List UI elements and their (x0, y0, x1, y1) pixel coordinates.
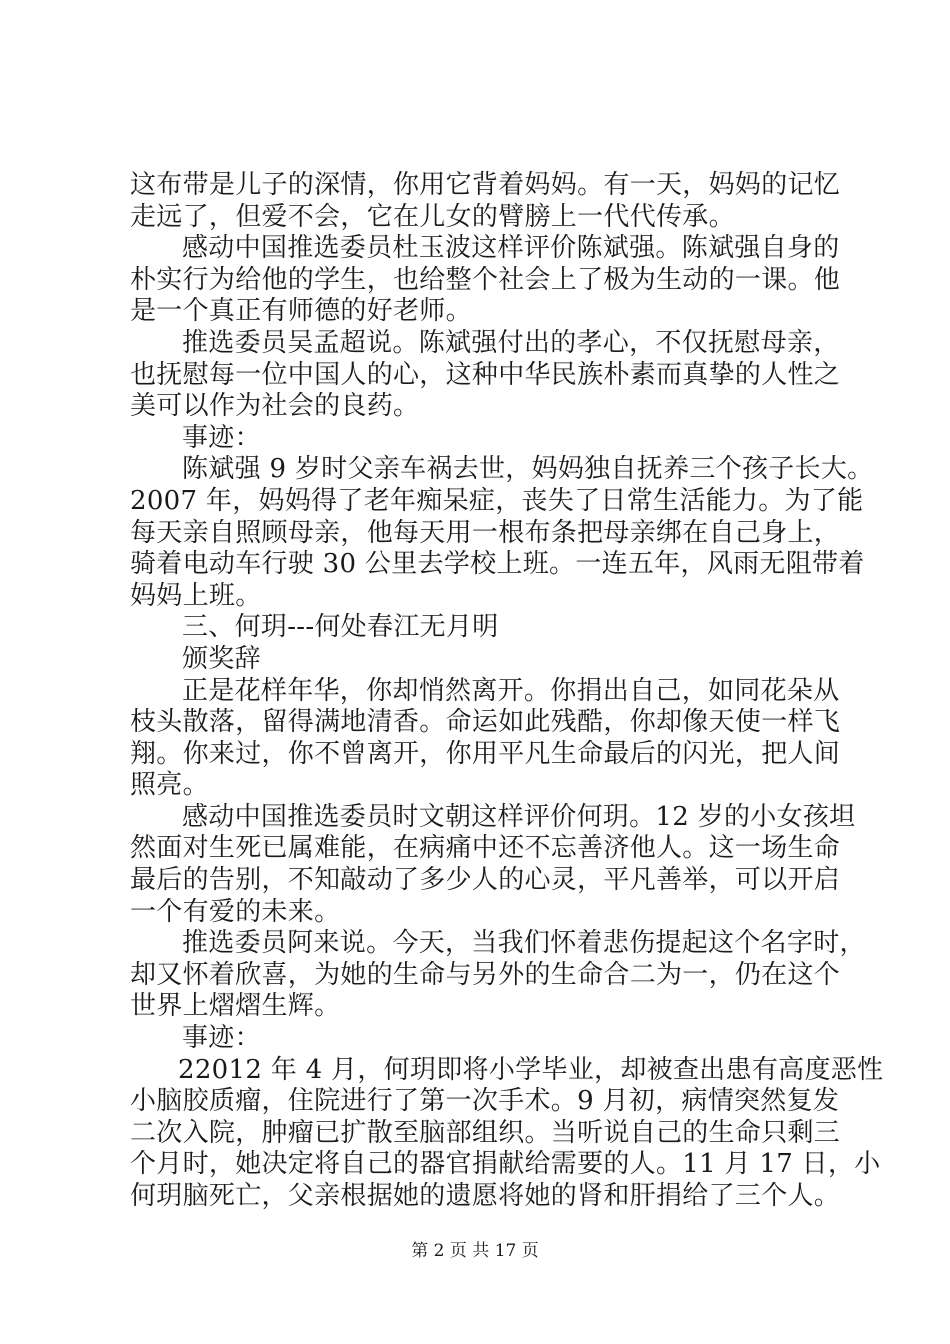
paragraph-line: 推选委员阿来说。今天，当我们怀着悲伤提起这个名字时， (182, 928, 866, 959)
paragraph-line: 美可以作为社会的良药。 (130, 391, 420, 422)
paragraph-line: 何玥脑死亡，父亲根据她的遗愿将她的肾和肝捐给了三个人。 (130, 1181, 841, 1211)
paragraph-line: 陈斌强 9 岁时父亲车祸去世，妈妈独自抚养三个孩子长大。 (182, 454, 874, 485)
paragraph-line: 感动中国推选委员杜玉波这样评价陈斌强。陈斌强自身的 (182, 233, 840, 264)
paragraph-line: 走远了，但爱不会，它在儿女的臂膀上一代代传承。 (130, 201, 735, 232)
paragraph-line: 朴实行为给他的学生，也给整个社会上了极为生动的一课。他 (130, 264, 841, 295)
paragraph-line: 感动中国推选委员时文朝这样评价何玥。12 岁的小女孩坦 (182, 801, 856, 832)
section-label: 事迹： (182, 1023, 261, 1054)
paragraph-line: 每天亲自照顾母亲，他每天用一根布条把母亲绑在自己身上， (130, 517, 841, 548)
paragraph-line: 骑着电动车行驶 30 公里去学校上班。一连五年，风雨无阻带着 (130, 549, 865, 580)
paragraph-line: 二次入院，肿瘤已扩散至脑部组织。当听说自己的生命只剩三 (130, 1117, 841, 1148)
paragraph-line: 推选委员吴孟超说。陈斌强付出的孝心，不仅抚慰母亲， (182, 327, 840, 358)
paragraph-line: 枝头散落，留得满地清香。命运如此残酷，你却像天使一样飞 (130, 707, 841, 738)
paragraph-line: 世界上熠熠生辉。 (130, 991, 341, 1022)
paragraph-line: 这布带是儿子的深情，你用它背着妈妈。有一天，妈妈的记忆 (130, 170, 841, 200)
page-number-footer: 第 2 页 共 17 页 (411, 1241, 539, 1261)
paragraph-line: 翔。你来过，你不曾离开，你用平凡生命最后的闪光，把人间 (130, 738, 841, 769)
paragraph-line: 妈妈上班。 (130, 580, 262, 611)
section-label: 颁奖辞 (182, 643, 261, 674)
paragraph-line: 22012 年 4 月，何玥即将小学毕业，却被查出患有高度恶性 (178, 1054, 884, 1085)
paragraph-line: 是一个真正有师德的好老师。 (130, 296, 472, 327)
paragraph-line: 最后的告别，不知敲动了多少人的心灵，平凡善举，可以开启 (130, 865, 841, 896)
paragraph-line: 小脑胶质瘤，住院进行了第一次手术。9 月初，病情突然复发 (130, 1086, 840, 1117)
section-heading: 三、何玥---何处春江无月明 (182, 612, 499, 643)
paragraph-line: 正是花样年华，你却悄然离开。你捐出自己，如同花朵从 (182, 675, 840, 706)
paragraph-line: 也抚慰每一位中国人的心，这种中华民族朴素而真挚的人性之 (130, 359, 841, 390)
paragraph-line: 却又怀着欣喜，为她的生命与另外的生命合二为一，仍在这个 (130, 959, 841, 990)
paragraph-line: 一个有爱的未来。 (130, 896, 341, 927)
document-body (130, 170, 884, 1213)
paragraph-line: 个月时，她决定将自己的器官捐献给需要的人。11 月 17 日，小 (130, 1149, 881, 1180)
paragraph-line: 照亮。 (130, 770, 209, 801)
section-label: 事迹： (182, 422, 261, 453)
paragraph-line: 2007 年，妈妈得了老年痴呆症，丧失了日常生活能力。为了能 (130, 485, 864, 516)
paragraph-line: 然面对生死已属难能，在病痛中还不忘善济他人。这一场生命 (130, 833, 841, 864)
